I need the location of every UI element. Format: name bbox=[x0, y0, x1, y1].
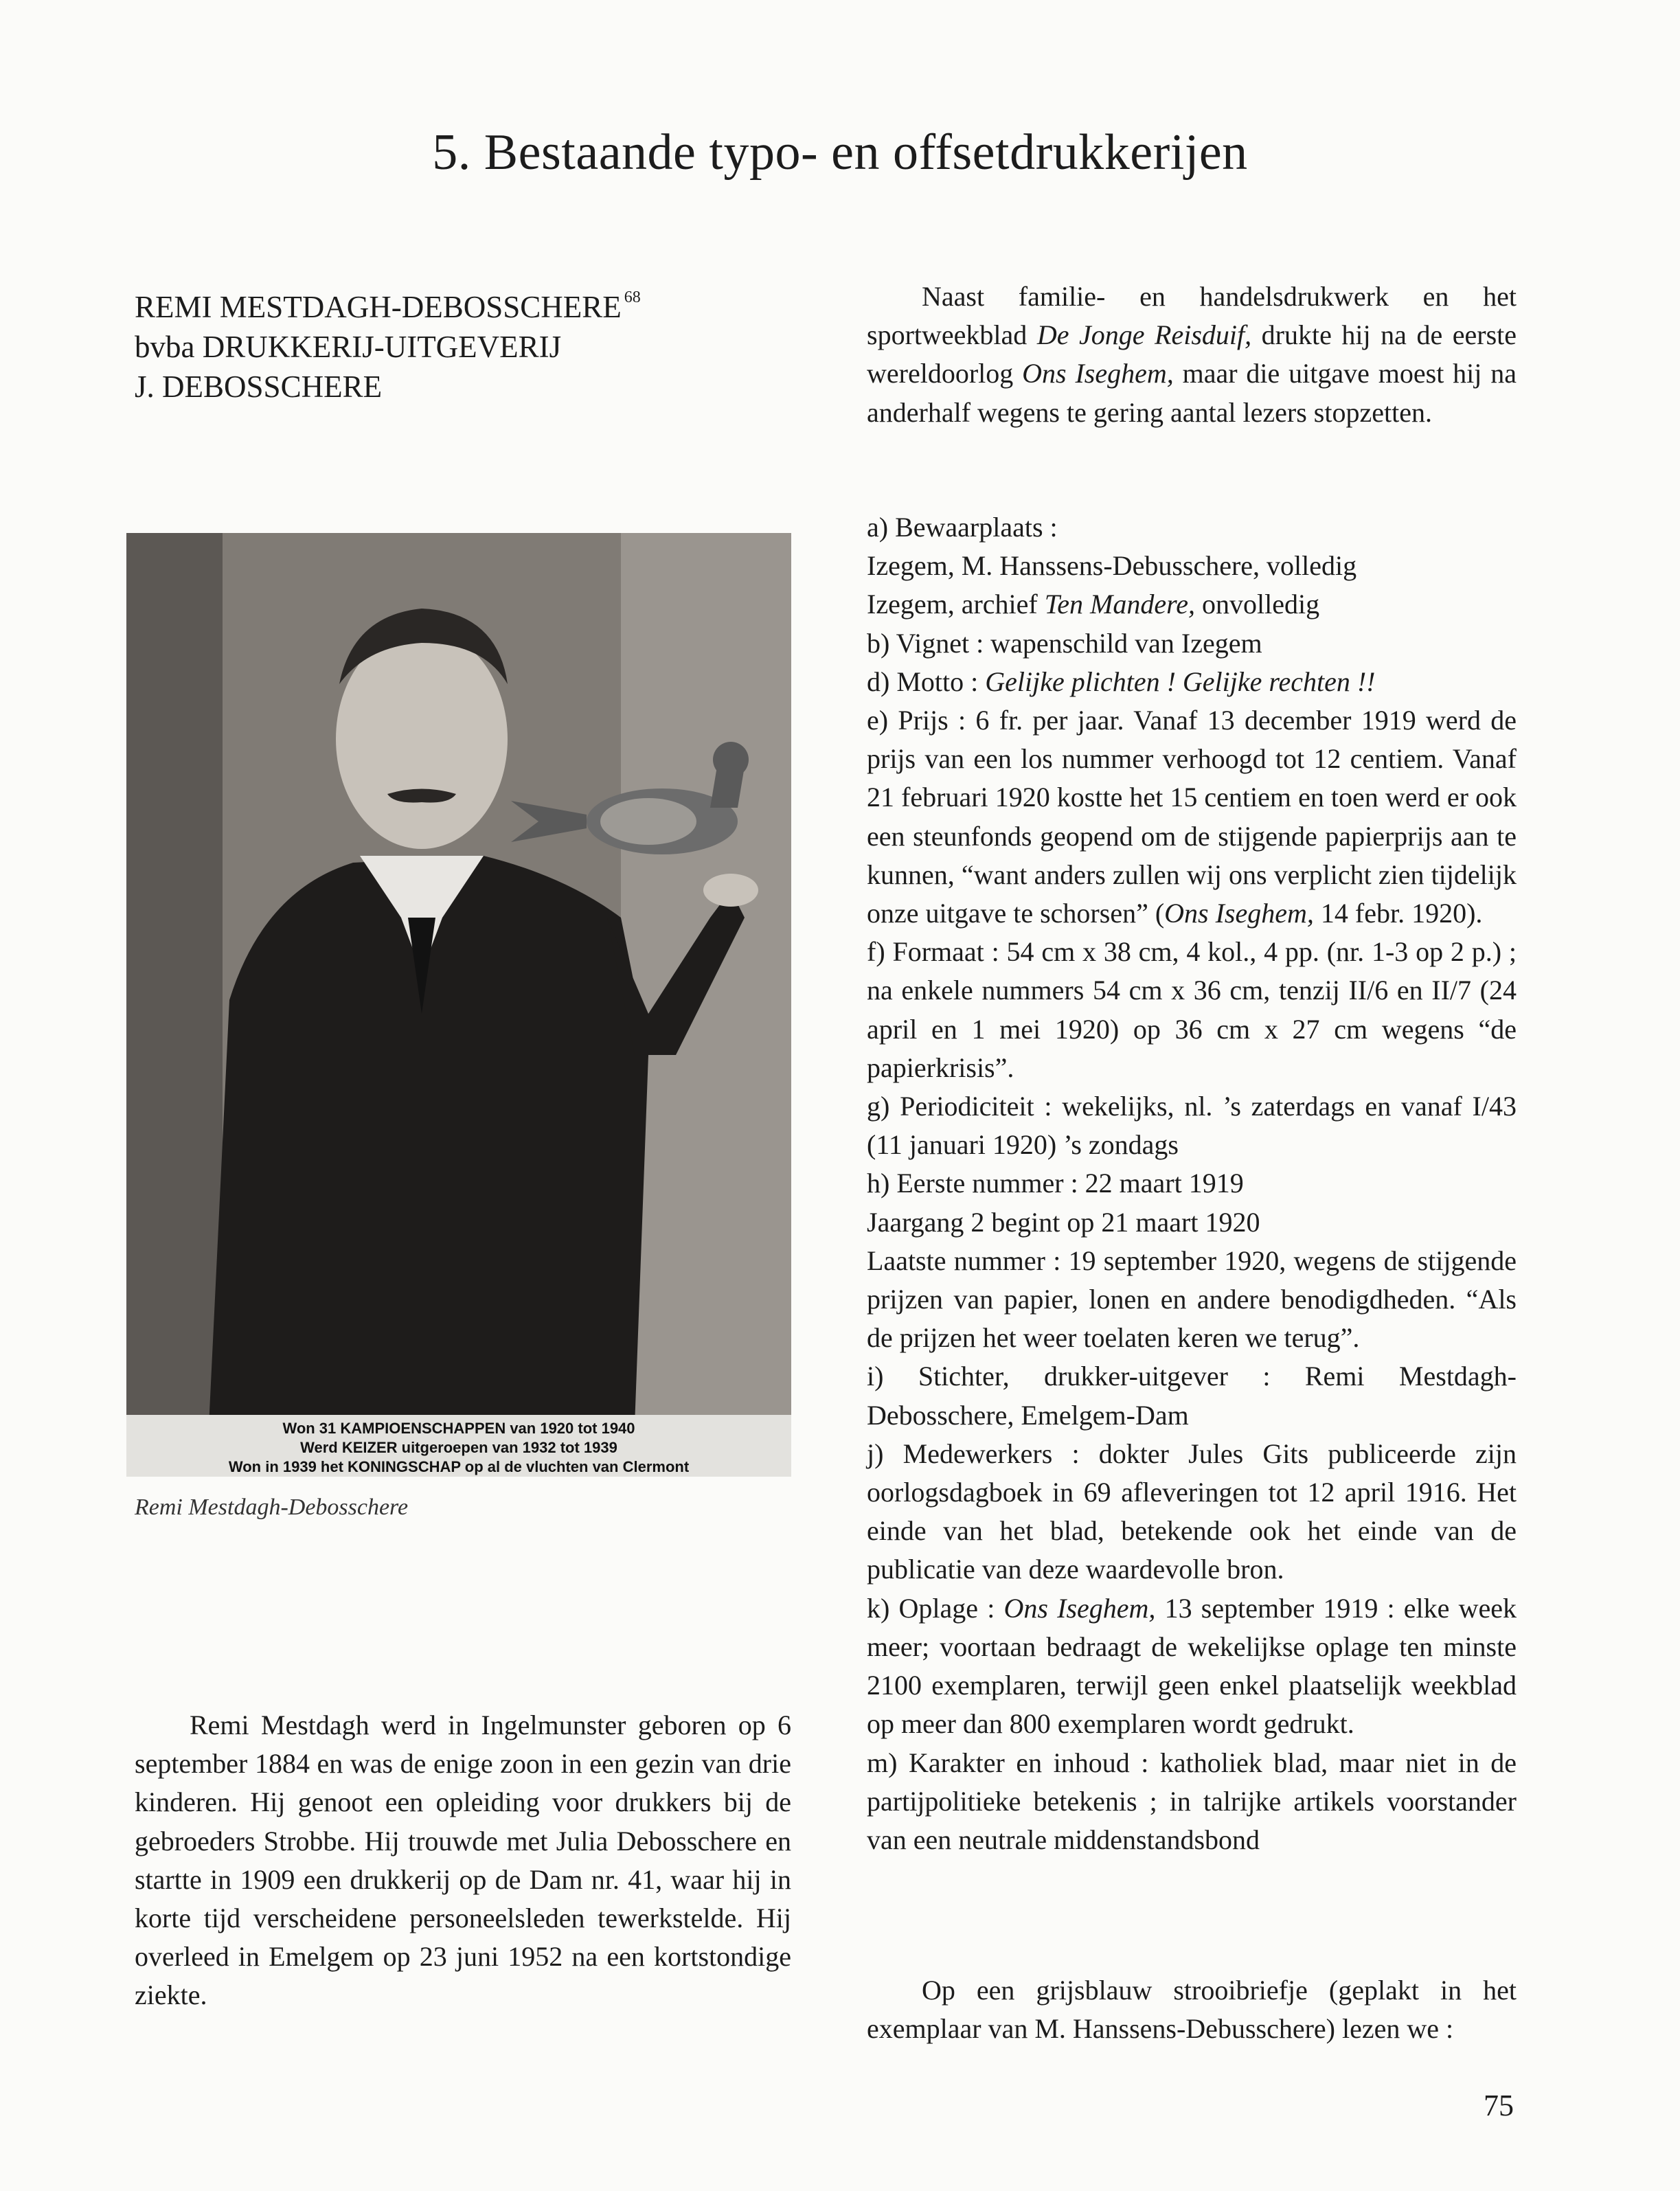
list-item-k: k) Oplage : Ons Iseghem, 13 september 1919 : elke week meer; voortaan bedraagt de wekelijkse oplage ten minste 2100 exemplaren, terwijl geen enkel plaatselijk weekblad op meer dan 800 exemplaren wordt gedrukt. bbox=[867, 1592, 1517, 1740]
biography-paragraph bbox=[135, 1706, 791, 2015]
list-item-h3: Laatste nummer : 19 september 1920, wegens de stijgende prijzen van papier, lonen en andere benodigdheden. “Als de prijzen het weer toelaten keren we terug”. bbox=[867, 1245, 1517, 1354]
list-item-a2: Izegem, archief Ten Mandere, onvolledig bbox=[867, 589, 1320, 620]
banner-line-3: Won in 1939 het KONINGSCHAP op al de vluchten van Clermont bbox=[228, 1458, 690, 1475]
photo-caption: Remi Mestdagh-Debosschere bbox=[135, 1495, 409, 1520]
heading-line-2: bvba DRUKKERIJ-UITGEVERIJ bbox=[135, 330, 562, 364]
heading-line-1: REMI MESTDAGH-DEBOSSCHERE $^{68}$ bbox=[135, 288, 641, 324]
footnote-ref[interactable]: 68 bbox=[624, 288, 641, 306]
list-item-d: d) Motto : Gelijke plichten ! Gelijke rechten !! bbox=[867, 666, 1376, 697]
list-item-h: h) Eerste nummer : 22 maart 1919 bbox=[867, 1168, 1244, 1199]
banner-line-2: Werd KEIZER uitgeroepen van 1932 tot 1939 bbox=[300, 1439, 617, 1456]
list-item-g: g) Periodiciteit : wekelijks, nl. ’s zaterdags en vanaf I/43 (11 januari 1920) ’s zondags bbox=[867, 1091, 1517, 1161]
intro-paragraph bbox=[867, 277, 1517, 432]
banner-line-1: Won 31 KAMPIOENSCHAPPEN van 1920 tot 1940 bbox=[282, 1420, 635, 1437]
list-item-e: e) Prijs : 6 fr. per jaar. Vanaf 13 december 1919 werd de prijs van een los nummer verhoogd tot 12 centiem. Vanaf 21 februari 1920 kostte het 15 centiem en toen werd er ook een steunfonds geopend om de stijgende papierprijs aan te kunnen, “want anders zullen wij ons verplicht zien tijdelijk onze uitgave te schorsen” (Ons Iseghem, 14 febr. 1920). bbox=[867, 705, 1517, 929]
heading-line-3: J. DEBOSSCHERE bbox=[135, 370, 383, 404]
photo-banner bbox=[126, 1415, 791, 1477]
page-title: 5. Bestaande typo- en offsetdrukkerijen bbox=[432, 124, 1248, 181]
list-item-m: m) Karakter en inhoud : katholiek blad, maar niet in de partijpolitieke betekenis ; in talrijke artikels voorstander van een neutrale middenstandsbond bbox=[867, 1747, 1517, 1855]
list-item-h2: Jaargang 2 begint op 21 maart 1920 bbox=[867, 1206, 1260, 1238]
list-item-j: j) Medewerkers : dokter Jules Gits publiceerde zijn oorlogsdagboek in 69 afleveringen tot 12 april 1916. Het einde van het blad, betekende ook het einde van de publicatie van deze waardevolle bron. bbox=[867, 1438, 1517, 1585]
list-item-b: b) Vignet : wapenschild van Izegem bbox=[867, 627, 1262, 659]
page-number: 75 bbox=[1484, 2089, 1514, 2122]
portrait-illustration bbox=[126, 533, 791, 1477]
outro-text: Op een grijsblauw strooibriefje (geplakt in het exemplaar van M. Hanssens-Debusschere) lezen we : bbox=[867, 1975, 1517, 2045]
list-item-i: i) Stichter, drukker-uitgever : Remi Mestdagh-Debosschere, Emelgem-Dam bbox=[867, 1361, 1517, 1431]
list-item-f: f) Formaat : 54 cm x 38 cm, 4 kol., 4 pp. (nr. 1-3 op 2 p.) ; na enkele nummers 54 cm x 36 cm, tenzij II/6 en II/7 (24 april en 1 mei 1920) op 36 cm x 27 cm wegens “de papierkrisis”. bbox=[867, 936, 1517, 1083]
portrait-photo bbox=[126, 533, 791, 1477]
periodical-details bbox=[867, 508, 1517, 1859]
biography-text: Remi Mestdagh werd in Ingelmunster geboren op 6 september 1884 en was de enige zoon in een gezin van drie kinderen. Hij genoot een opleiding voor drukkers bij de gebroeders Strobbe. Hij trouwde met Julia Debosschere en startte in 1909 een drukkerij op de Dam nr. 41, waar hij in korte tijd verscheidene personeelsleden tewerkstelde. Hij overleed in Emelgem op 23 juni 1952 na een kortstondige ziekte. bbox=[135, 1710, 791, 2011]
section-heading bbox=[135, 277, 794, 407]
list-item-a1: Izegem, M. Hanssens-Debusschere, volledig bbox=[867, 550, 1357, 582]
list-item-a: a) Bewaarplaats : bbox=[867, 512, 1058, 543]
intro-text: Naast familie- en handelsdrukwerk en het sportweekblad De Jonge Reisduif, drukte hij na de eerste wereldoorlog Ons Iseghem, maar die uitgave moest hij na anderhalf wegens te gering aantal lezers stopzetten. bbox=[867, 281, 1517, 428]
outro-paragraph bbox=[867, 1971, 1517, 2048]
